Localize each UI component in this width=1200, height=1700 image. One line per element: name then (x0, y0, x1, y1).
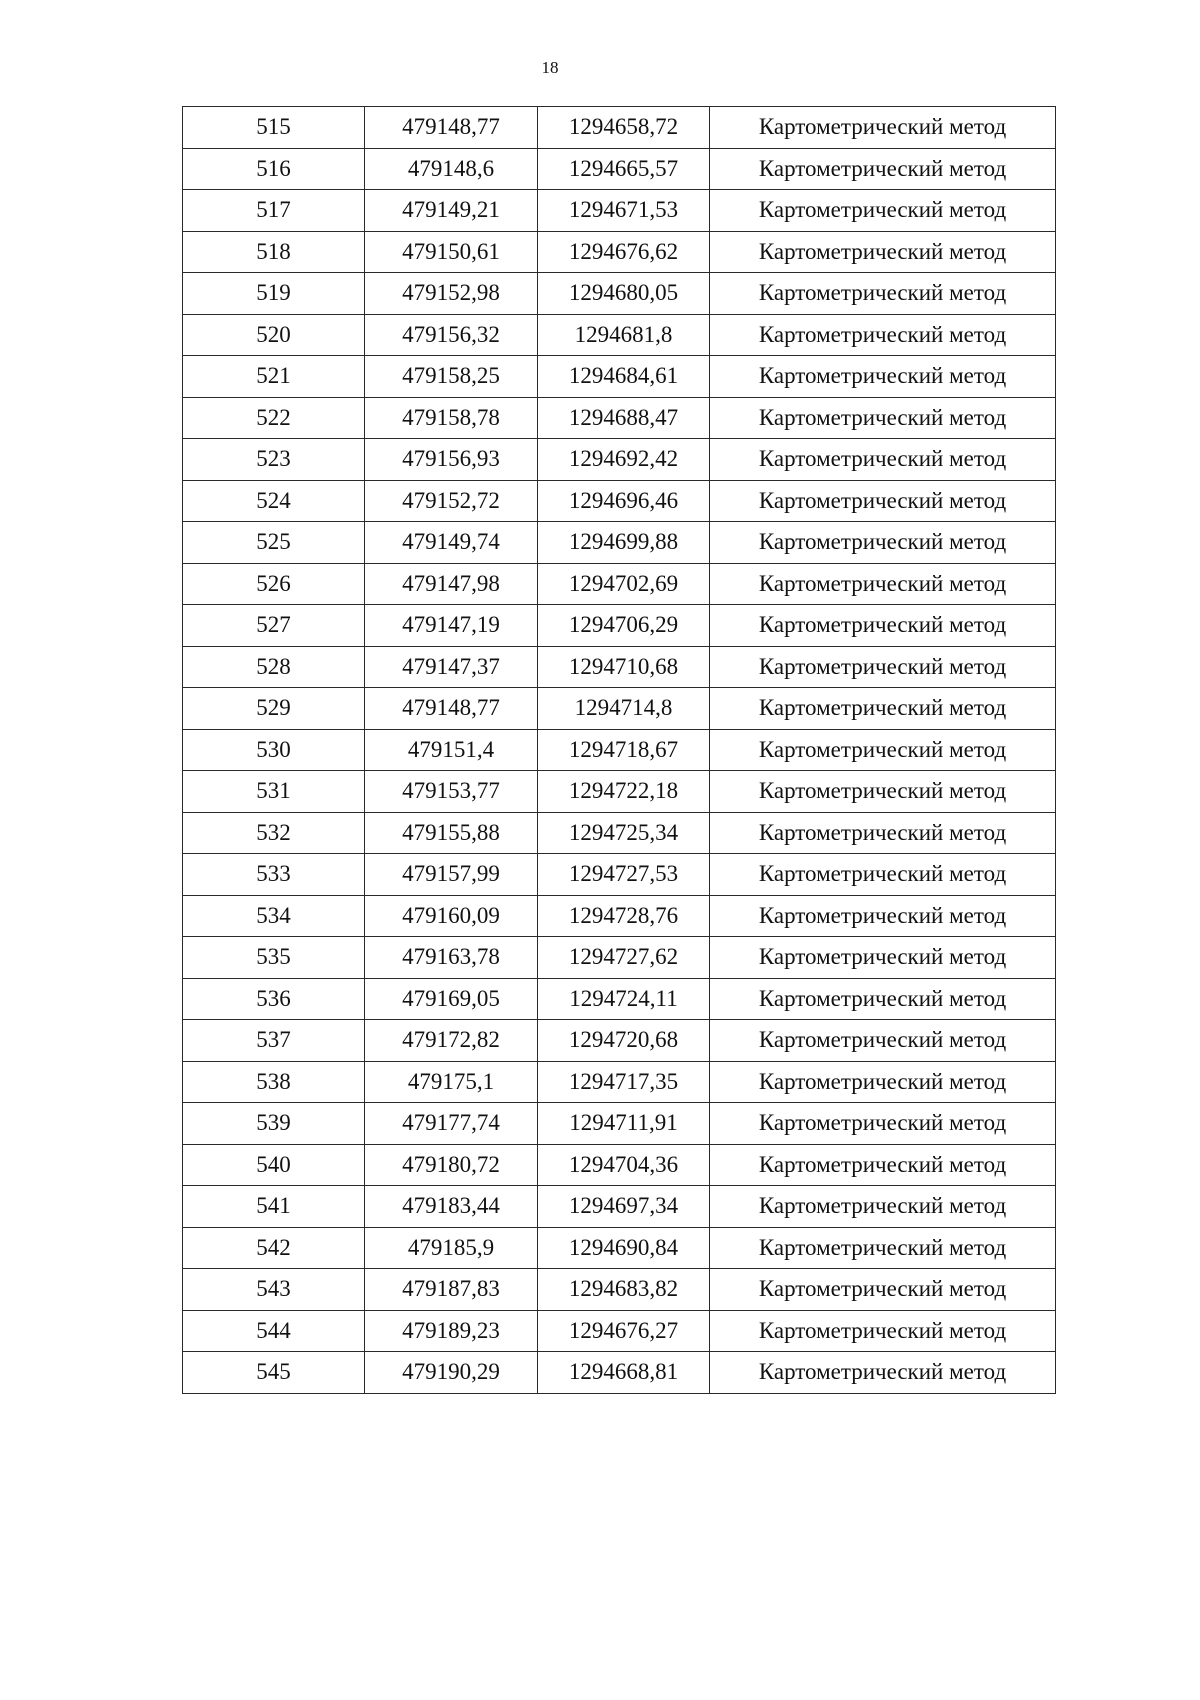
point-number-cell: 520 (183, 314, 365, 356)
x-coordinate-cell: 479150,61 (365, 231, 538, 273)
point-number-cell: 531 (183, 771, 365, 813)
point-number-cell: 533 (183, 854, 365, 896)
coordinates-table-body (183, 107, 1056, 1394)
method-cell: Картометрический метод (710, 1020, 1056, 1062)
method-cell: Картометрический метод (710, 273, 1056, 315)
table-row (183, 397, 1056, 439)
y-coordinate-cell: 1294680,05 (538, 273, 710, 315)
point-number-cell: 537 (183, 1020, 365, 1062)
table-row (183, 1269, 1056, 1311)
x-coordinate-cell: 479152,98 (365, 273, 538, 315)
table-row (183, 688, 1056, 730)
method-cell: Картометрический метод (710, 397, 1056, 439)
y-coordinate-cell: 1294696,46 (538, 480, 710, 522)
x-coordinate-cell: 479158,25 (365, 356, 538, 398)
method-cell: Картометрический метод (710, 1144, 1056, 1186)
point-number-cell: 515 (183, 107, 365, 149)
y-coordinate-cell: 1294699,88 (538, 522, 710, 564)
point-number-cell: 518 (183, 231, 365, 273)
method-cell: Картометрический метод (710, 563, 1056, 605)
table-row (183, 522, 1056, 564)
y-coordinate-cell: 1294727,62 (538, 937, 710, 979)
y-coordinate-cell: 1294711,91 (538, 1103, 710, 1145)
method-cell: Картометрический метод (710, 771, 1056, 813)
point-number-cell: 521 (183, 356, 365, 398)
method-cell: Картометрический метод (710, 1186, 1056, 1228)
x-coordinate-cell: 479157,99 (365, 854, 538, 896)
method-cell: Картометрический метод (710, 1227, 1056, 1269)
point-number-cell: 539 (183, 1103, 365, 1145)
point-number-cell: 527 (183, 605, 365, 647)
x-coordinate-cell: 479158,78 (365, 397, 538, 439)
method-cell: Картометрический метод (710, 231, 1056, 273)
table-row (183, 480, 1056, 522)
y-coordinate-cell: 1294668,81 (538, 1352, 710, 1394)
y-coordinate-cell: 1294688,47 (538, 397, 710, 439)
table-row (183, 563, 1056, 605)
table-row (183, 771, 1056, 813)
x-coordinate-cell: 479160,09 (365, 895, 538, 937)
table-row (183, 812, 1056, 854)
table-row (183, 1103, 1056, 1145)
method-cell: Картометрический метод (710, 812, 1056, 854)
method-cell: Картометрический метод (710, 688, 1056, 730)
method-cell: Картометрический метод (710, 522, 1056, 564)
x-coordinate-cell: 479177,74 (365, 1103, 538, 1145)
x-coordinate-cell: 479187,83 (365, 1269, 538, 1311)
y-coordinate-cell: 1294727,53 (538, 854, 710, 896)
x-coordinate-cell: 479163,78 (365, 937, 538, 979)
point-number-cell: 516 (183, 148, 365, 190)
method-cell: Картометрический метод (710, 439, 1056, 481)
table-row (183, 729, 1056, 771)
table-row (183, 1352, 1056, 1394)
x-coordinate-cell: 479151,4 (365, 729, 538, 771)
table-row (183, 1186, 1056, 1228)
method-cell: Картометрический метод (710, 937, 1056, 979)
x-coordinate-cell: 479190,29 (365, 1352, 538, 1394)
method-cell: Картометрический метод (710, 646, 1056, 688)
point-number-cell: 523 (183, 439, 365, 481)
method-cell: Картометрический метод (710, 1061, 1056, 1103)
y-coordinate-cell: 1294702,69 (538, 563, 710, 605)
table-row (183, 148, 1056, 190)
page-number: 18 (541, 58, 559, 77)
table-row (183, 1310, 1056, 1352)
point-number-cell: 544 (183, 1310, 365, 1352)
point-number-cell: 534 (183, 895, 365, 937)
x-coordinate-cell: 479185,9 (365, 1227, 538, 1269)
point-number-cell: 526 (183, 563, 365, 605)
table-row (183, 605, 1056, 647)
x-coordinate-cell: 479172,82 (365, 1020, 538, 1062)
y-coordinate-cell: 1294706,29 (538, 605, 710, 647)
y-coordinate-cell: 1294684,61 (538, 356, 710, 398)
y-coordinate-cell: 1294717,35 (538, 1061, 710, 1103)
y-coordinate-cell: 1294704,36 (538, 1144, 710, 1186)
y-coordinate-cell: 1294720,68 (538, 1020, 710, 1062)
x-coordinate-cell: 479153,77 (365, 771, 538, 813)
y-coordinate-cell: 1294697,34 (538, 1186, 710, 1228)
y-coordinate-cell: 1294692,42 (538, 439, 710, 481)
x-coordinate-cell: 479147,37 (365, 646, 538, 688)
method-cell: Картометрический метод (710, 314, 1056, 356)
method-cell: Картометрический метод (710, 895, 1056, 937)
method-cell: Картометрический метод (710, 190, 1056, 232)
method-cell: Картометрический метод (710, 148, 1056, 190)
table-row (183, 356, 1056, 398)
x-coordinate-cell: 479155,88 (365, 812, 538, 854)
y-coordinate-cell: 1294710,68 (538, 646, 710, 688)
table-row (183, 854, 1056, 896)
y-coordinate-cell: 1294681,8 (538, 314, 710, 356)
point-number-cell: 525 (183, 522, 365, 564)
x-coordinate-cell: 479147,19 (365, 605, 538, 647)
table-row (183, 1020, 1056, 1062)
point-number-cell: 529 (183, 688, 365, 730)
x-coordinate-cell: 479156,93 (365, 439, 538, 481)
table-row (183, 107, 1056, 149)
x-coordinate-cell: 479169,05 (365, 978, 538, 1020)
method-cell: Картометрический метод (710, 978, 1056, 1020)
y-coordinate-cell: 1294658,72 (538, 107, 710, 149)
point-number-cell: 542 (183, 1227, 365, 1269)
y-coordinate-cell: 1294722,18 (538, 771, 710, 813)
x-coordinate-cell: 479148,77 (365, 688, 538, 730)
point-number-cell: 532 (183, 812, 365, 854)
x-coordinate-cell: 479152,72 (365, 480, 538, 522)
table-row (183, 646, 1056, 688)
table-row (183, 273, 1056, 315)
method-cell: Картометрический метод (710, 107, 1056, 149)
method-cell: Картометрический метод (710, 605, 1056, 647)
point-number-cell: 530 (183, 729, 365, 771)
point-number-cell: 538 (183, 1061, 365, 1103)
y-coordinate-cell: 1294671,53 (538, 190, 710, 232)
y-coordinate-cell: 1294725,34 (538, 812, 710, 854)
coordinates-table (182, 106, 1056, 1394)
x-coordinate-cell: 479180,72 (365, 1144, 538, 1186)
y-coordinate-cell: 1294690,84 (538, 1227, 710, 1269)
point-number-cell: 524 (183, 480, 365, 522)
table-row (183, 1061, 1056, 1103)
method-cell: Картометрический метод (710, 854, 1056, 896)
point-number-cell: 517 (183, 190, 365, 232)
table-row (183, 978, 1056, 1020)
x-coordinate-cell: 479148,77 (365, 107, 538, 149)
point-number-cell: 519 (183, 273, 365, 315)
y-coordinate-cell: 1294676,27 (538, 1310, 710, 1352)
y-coordinate-cell: 1294728,76 (538, 895, 710, 937)
x-coordinate-cell: 479147,98 (365, 563, 538, 605)
method-cell: Картометрический метод (710, 1352, 1056, 1394)
table-row (183, 314, 1056, 356)
table-row (183, 439, 1056, 481)
table-row (183, 1227, 1056, 1269)
point-number-cell: 535 (183, 937, 365, 979)
table-row (183, 190, 1056, 232)
point-number-cell: 545 (183, 1352, 365, 1394)
x-coordinate-cell: 479149,21 (365, 190, 538, 232)
method-cell: Картометрический метод (710, 1310, 1056, 1352)
method-cell: Картометрический метод (710, 729, 1056, 771)
table-row (183, 895, 1056, 937)
table-row (183, 1144, 1056, 1186)
table-row (183, 231, 1056, 273)
x-coordinate-cell: 479189,23 (365, 1310, 538, 1352)
x-coordinate-cell: 479148,6 (365, 148, 538, 190)
table-row (183, 937, 1056, 979)
point-number-cell: 528 (183, 646, 365, 688)
y-coordinate-cell: 1294718,67 (538, 729, 710, 771)
method-cell: Картометрический метод (710, 1269, 1056, 1311)
point-number-cell: 543 (183, 1269, 365, 1311)
x-coordinate-cell: 479175,1 (365, 1061, 538, 1103)
y-coordinate-cell: 1294683,82 (538, 1269, 710, 1311)
method-cell: Картометрический метод (710, 480, 1056, 522)
point-number-cell: 522 (183, 397, 365, 439)
x-coordinate-cell: 479149,74 (365, 522, 538, 564)
method-cell: Картометрический метод (710, 1103, 1056, 1145)
y-coordinate-cell: 1294665,57 (538, 148, 710, 190)
method-cell: Картометрический метод (710, 356, 1056, 398)
y-coordinate-cell: 1294714,8 (538, 688, 710, 730)
point-number-cell: 541 (183, 1186, 365, 1228)
x-coordinate-cell: 479183,44 (365, 1186, 538, 1228)
y-coordinate-cell: 1294724,11 (538, 978, 710, 1020)
point-number-cell: 536 (183, 978, 365, 1020)
x-coordinate-cell: 479156,32 (365, 314, 538, 356)
y-coordinate-cell: 1294676,62 (538, 231, 710, 273)
point-number-cell: 540 (183, 1144, 365, 1186)
